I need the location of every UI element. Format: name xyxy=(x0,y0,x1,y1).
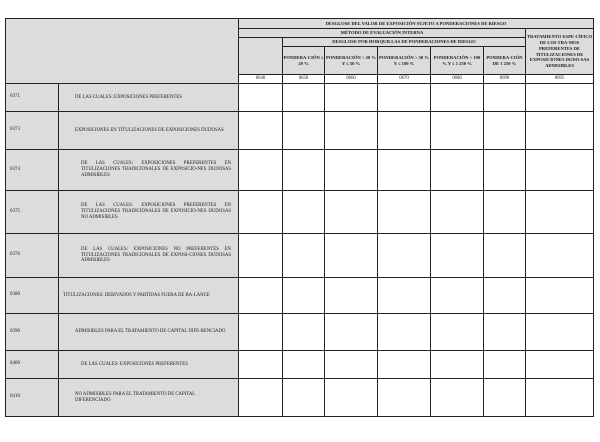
bands-header: DESGLOSE POR HORQUILLAS DE PONDERACIONES DE RIESGO xyxy=(283,38,526,47)
data-cell[interactable] xyxy=(378,314,431,351)
data-cell[interactable] xyxy=(526,234,594,278)
data-cell[interactable] xyxy=(484,150,526,191)
data-cell[interactable] xyxy=(526,112,594,150)
data-cell[interactable] xyxy=(239,379,283,417)
data-cell[interactable] xyxy=(431,112,484,150)
row-label: DE LAS CUALES: EXPOSICIONES PREFERENTES EN TITULIZACIONES TRADICIONALES DE EXPOSICIO-NES DUDOSAS NO ADMISIBLES xyxy=(59,191,239,234)
table-row xyxy=(6,314,594,351)
data-cell[interactable] xyxy=(431,351,484,379)
table-row xyxy=(6,379,594,417)
data-cell[interactable] xyxy=(431,234,484,278)
data-cell[interactable] xyxy=(484,191,526,234)
data-cell[interactable] xyxy=(325,234,378,278)
data-cell[interactable] xyxy=(239,191,283,234)
data-cell[interactable] xyxy=(378,84,431,112)
row-code: 0400 xyxy=(6,351,59,379)
data-cell[interactable] xyxy=(484,112,526,150)
row-label: DE LAS CUALES: EXPOSICIONES PREFERENTES EN TITULIZACIONES TRADICIONALES DE EXPOSICIO-NES DUDOSAS ADMISIBLES xyxy=(59,150,239,191)
header-corner xyxy=(6,19,239,84)
row-label: NO ADMISIBLES PARA EL TRATAMIENTO DE CAPITAL DIFERENCIADO xyxy=(59,379,239,417)
data-cell[interactable] xyxy=(378,150,431,191)
data-cell[interactable] xyxy=(325,84,378,112)
data-cell[interactable] xyxy=(484,278,526,314)
row-label: DE LAS CUALES: EXPOSICIONES PREFERENTES xyxy=(59,351,239,379)
data-cell[interactable] xyxy=(378,112,431,150)
row-code: 0376 xyxy=(6,234,59,278)
data-cell[interactable] xyxy=(526,84,594,112)
data-cell[interactable] xyxy=(431,191,484,234)
row-code: 0371 xyxy=(6,84,59,112)
column-code-0670: 0670 xyxy=(378,75,431,84)
data-cell[interactable] xyxy=(484,84,526,112)
row-code: 0375 xyxy=(6,191,59,234)
data-cell[interactable] xyxy=(526,351,594,379)
data-cell[interactable] xyxy=(239,112,283,150)
table-row xyxy=(6,351,594,379)
column-code-0695: 0695 xyxy=(526,75,594,84)
row-label: DE LAS CUALES: EXPOSICIONES NO PREFERENTES EN TITULIZACIONES TRADICIONALES DE EXPOSI-CIONES DUDOSAS ADMISIBLES xyxy=(59,234,239,278)
data-cell[interactable] xyxy=(283,234,325,278)
data-cell[interactable] xyxy=(431,278,484,314)
row-label: EXPOSICIONES EN TITULIZACIONES DE EXPOSICIONES DUDOSAS xyxy=(59,112,239,150)
exposure-table xyxy=(5,18,594,417)
column-code-0690: 0690 xyxy=(484,75,526,84)
specific-treatment-header: TRATAMIENTO ESPE-CÍFICO DE LOS TRA-MOS PREFERENTES DE TITULIZACIONES DE EXPOSICIONES DUDO-SAS ADMISIBLES xyxy=(526,29,594,75)
data-cell[interactable] xyxy=(378,351,431,379)
method-header: MÉTODO DE EVALUACIÓN INTERNA xyxy=(239,29,526,38)
data-cell[interactable] xyxy=(526,150,594,191)
data-cell[interactable] xyxy=(431,84,484,112)
column-code-0640: 0640 xyxy=(239,75,283,84)
data-cell[interactable] xyxy=(378,379,431,417)
column-code-0650: 0650 xyxy=(283,75,325,84)
row-code: 0373 xyxy=(6,112,59,150)
data-cell[interactable] xyxy=(484,379,526,417)
table-row xyxy=(6,234,594,278)
data-cell[interactable] xyxy=(239,150,283,191)
data-cell[interactable] xyxy=(239,278,283,314)
data-cell[interactable] xyxy=(431,314,484,351)
column-header-0640 xyxy=(239,38,283,75)
table-row xyxy=(6,150,594,191)
data-cell[interactable] xyxy=(484,234,526,278)
data-cell[interactable] xyxy=(283,314,325,351)
data-cell[interactable] xyxy=(283,278,325,314)
data-cell[interactable] xyxy=(431,379,484,417)
column-header-0690: PONDERA-CIÓN DE 1 250 % xyxy=(484,47,526,75)
data-cell[interactable] xyxy=(325,150,378,191)
row-code: 0374 xyxy=(6,150,59,191)
row-code: 0390 xyxy=(6,314,59,351)
column-header-0660: PONDERACIÓN > 20 % Y ≤ 50 % xyxy=(325,47,378,75)
table-row xyxy=(6,112,594,150)
data-cell[interactable] xyxy=(526,314,594,351)
row-code: 0410 xyxy=(6,379,59,417)
data-cell[interactable] xyxy=(484,314,526,351)
data-cell[interactable] xyxy=(283,112,325,150)
data-cell[interactable] xyxy=(325,379,378,417)
data-cell[interactable] xyxy=(239,84,283,112)
data-cell[interactable] xyxy=(526,379,594,417)
row-label: DE LAS CUALES: EXPOSICIONES PREFERENTES xyxy=(59,84,239,112)
data-cell[interactable] xyxy=(239,234,283,278)
data-cell[interactable] xyxy=(378,278,431,314)
data-cell[interactable] xyxy=(325,112,378,150)
data-cell[interactable] xyxy=(484,351,526,379)
column-code-0660: 0660 xyxy=(325,75,378,84)
column-header-0650: PONDERA-CIÓN ≤ 20 % xyxy=(283,47,325,75)
data-cell[interactable] xyxy=(283,84,325,112)
row-code: 0380 xyxy=(6,278,59,314)
table-row xyxy=(6,191,594,234)
data-cell[interactable] xyxy=(283,379,325,417)
column-code-0680: 0680 xyxy=(431,75,484,84)
row-label: ADMISIBLES PARA EL TRATAMIENTO DE CAPITAL DIFE-RENCIADO xyxy=(59,314,239,351)
table-row xyxy=(6,278,594,314)
data-cell[interactable] xyxy=(378,191,431,234)
data-cell[interactable] xyxy=(283,150,325,191)
column-header-0680: PONDERACIÓN > 100 % Y ≤ 1 250 % xyxy=(431,47,484,75)
data-cell[interactable] xyxy=(526,278,594,314)
data-cell[interactable] xyxy=(378,234,431,278)
data-cell[interactable] xyxy=(325,314,378,351)
data-cell[interactable] xyxy=(325,351,378,379)
row-label: TITULIZACIONES: DERIVADOS Y PARTIDAS FUERA DE BA-LANCE xyxy=(59,278,239,314)
data-cell[interactable] xyxy=(325,278,378,314)
reporting-form xyxy=(5,18,594,417)
data-cell[interactable] xyxy=(239,351,283,379)
main-title: DESGLOSE DEL VALOR DE EXPOSICIÓN SUJETO A PONDERACIONES DE RIESGO xyxy=(239,19,594,29)
data-cell[interactable] xyxy=(283,191,325,234)
column-header-0670: PONDERACIÓN > 50 % Y ≤ 100 % xyxy=(378,47,431,75)
data-cell[interactable] xyxy=(239,314,283,351)
data-cell[interactable] xyxy=(283,351,325,379)
data-cell[interactable] xyxy=(526,191,594,234)
data-cell[interactable] xyxy=(325,191,378,234)
table-row xyxy=(6,84,594,112)
data-cell[interactable] xyxy=(431,150,484,191)
